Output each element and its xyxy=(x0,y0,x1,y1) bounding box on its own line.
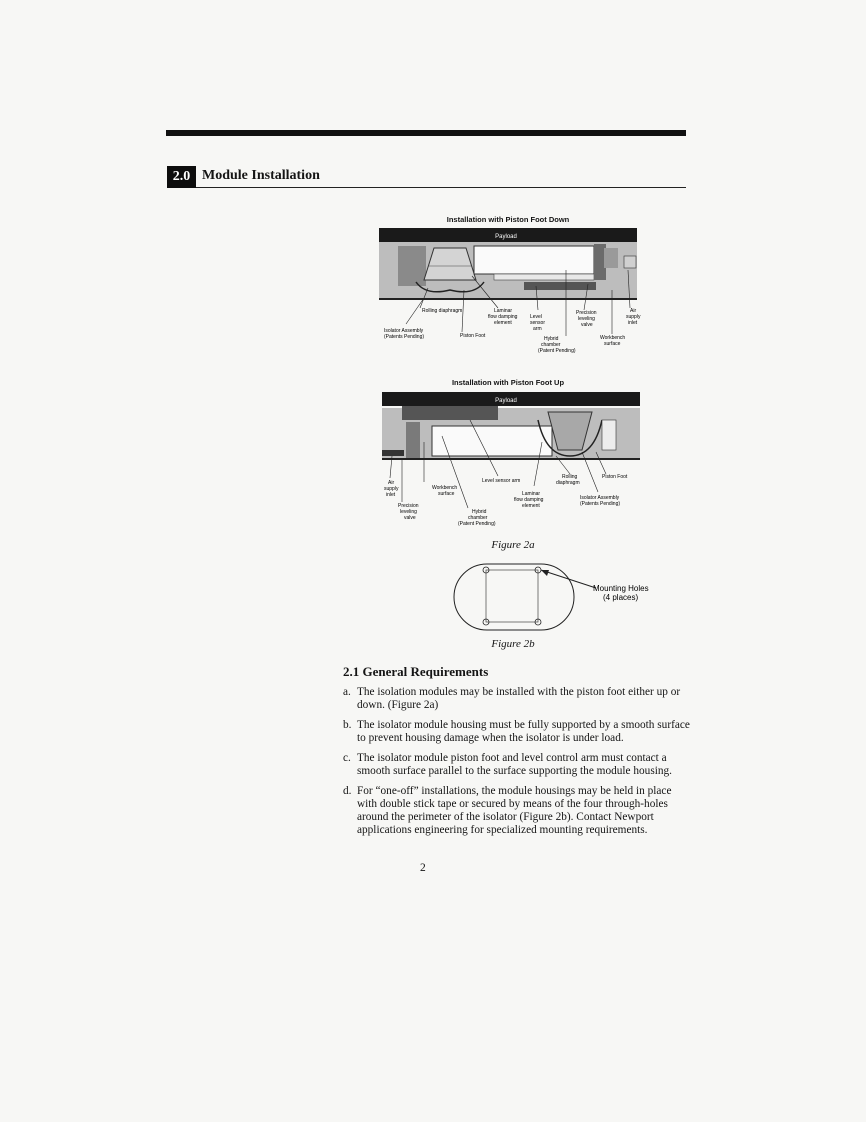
svg-text:Piston Foot: Piston Foot xyxy=(602,474,628,480)
svg-text:supply: supply xyxy=(384,486,399,492)
diagram-b-piston-foot-up xyxy=(376,390,646,530)
svg-text:surface: surface xyxy=(438,491,455,497)
mounting-hole-icon xyxy=(483,567,541,625)
figure-2b-mounting-holes xyxy=(450,560,670,636)
section-title: Module Installation xyxy=(202,168,320,183)
svg-text:Workbench: Workbench xyxy=(600,335,626,341)
svg-text:arm: arm xyxy=(533,326,542,332)
svg-text:(Patent Pending): (Patent Pending) xyxy=(538,348,576,354)
svg-text:Rolling: Rolling xyxy=(562,474,578,480)
svg-text:Level sensor arm: Level sensor arm xyxy=(482,478,521,484)
svg-text:chamber: chamber xyxy=(541,342,561,348)
svg-text:(Patents Pending): (Patents Pending) xyxy=(384,334,425,340)
mounting-holes-label: Mounting Holes xyxy=(593,584,649,593)
svg-text:Laminar: Laminar xyxy=(522,491,541,497)
svg-text:Piston Foot: Piston Foot xyxy=(460,333,486,339)
figure-2b-caption: Figure 2b xyxy=(491,638,535,650)
requirement-item: d. For “one-off” installations, the module housings may be held in place with double stick tape or secured by means of the four through-holes around the perimeter of the isolator (Figure 2b). Contact Newport applications engineering for specialized mounting requirements. xyxy=(343,785,672,836)
svg-text:Air: Air xyxy=(630,308,637,314)
diagram-b-title: Installation with Piston Foot Up xyxy=(451,378,565,387)
diagram-a-payload-label: Payload xyxy=(495,234,517,240)
svg-text:inlet: inlet xyxy=(628,320,638,326)
svg-text:valve: valve xyxy=(404,515,416,521)
svg-text:supply: supply xyxy=(626,314,641,320)
figure-2a-caption: Figure 2a xyxy=(491,539,535,551)
svg-text:Precision: Precision xyxy=(398,503,419,509)
requirement-item: a. The isolation modules may be installed with the piston foot either up or down. (Figure 2a) xyxy=(343,686,681,711)
svg-text:flow damping: flow damping xyxy=(514,497,544,503)
svg-text:Precision: Precision xyxy=(576,310,597,316)
svg-text:Isolator Assembly: Isolator Assembly xyxy=(580,495,620,501)
diagram-a-title: Installation with Piston Foot Down xyxy=(446,215,570,224)
svg-text:(Patent Pending): (Patent Pending) xyxy=(458,521,496,527)
svg-text:leveling: leveling xyxy=(400,509,417,515)
section-rule xyxy=(196,187,686,188)
top-rule xyxy=(166,130,686,136)
svg-text:element: element xyxy=(494,320,512,326)
svg-text:diaphragm: diaphragm xyxy=(556,480,580,486)
subsection-title: 2.1 General Requirements xyxy=(343,664,489,679)
svg-text:Rolling diaphragm: Rolling diaphragm xyxy=(422,308,463,314)
svg-text:chamber: chamber xyxy=(468,515,488,521)
svg-text:valve: valve xyxy=(581,322,593,328)
svg-text:inlet: inlet xyxy=(386,492,396,498)
svg-text:surface: surface xyxy=(604,341,621,347)
svg-text:Hybrid: Hybrid xyxy=(544,336,559,342)
requirement-item: b. The isolator module housing must be fully supported by a smooth surface to prevent housing damage when the isolator is under load. xyxy=(343,719,690,744)
diagram-b-payload-label: Payload xyxy=(495,398,517,404)
section-number-badge: 2.0 xyxy=(167,166,196,188)
page-number: 2 xyxy=(420,862,426,874)
svg-text:leveling: leveling xyxy=(578,316,595,322)
svg-text:Isolator Assembly: Isolator Assembly xyxy=(384,328,424,334)
diagram-a-piston-foot-down xyxy=(376,226,646,360)
svg-text:Air: Air xyxy=(388,480,395,486)
svg-text:Level: Level xyxy=(530,314,542,320)
svg-text:Laminar: Laminar xyxy=(494,308,513,314)
mounting-holes-count: (4 places) xyxy=(603,593,639,602)
svg-text:(Patents Pending): (Patents Pending) xyxy=(580,501,621,507)
svg-text:Hybrid: Hybrid xyxy=(472,509,487,515)
svg-text:element: element xyxy=(522,503,540,509)
svg-text:sensor: sensor xyxy=(530,320,546,326)
requirement-item: c. The isolator module piston foot and level control arm must contact a smooth surface parallel to the surface supporting the module housing. xyxy=(343,752,672,777)
svg-text:flow damping: flow damping xyxy=(488,314,518,320)
svg-text:Workbench: Workbench xyxy=(432,485,458,491)
